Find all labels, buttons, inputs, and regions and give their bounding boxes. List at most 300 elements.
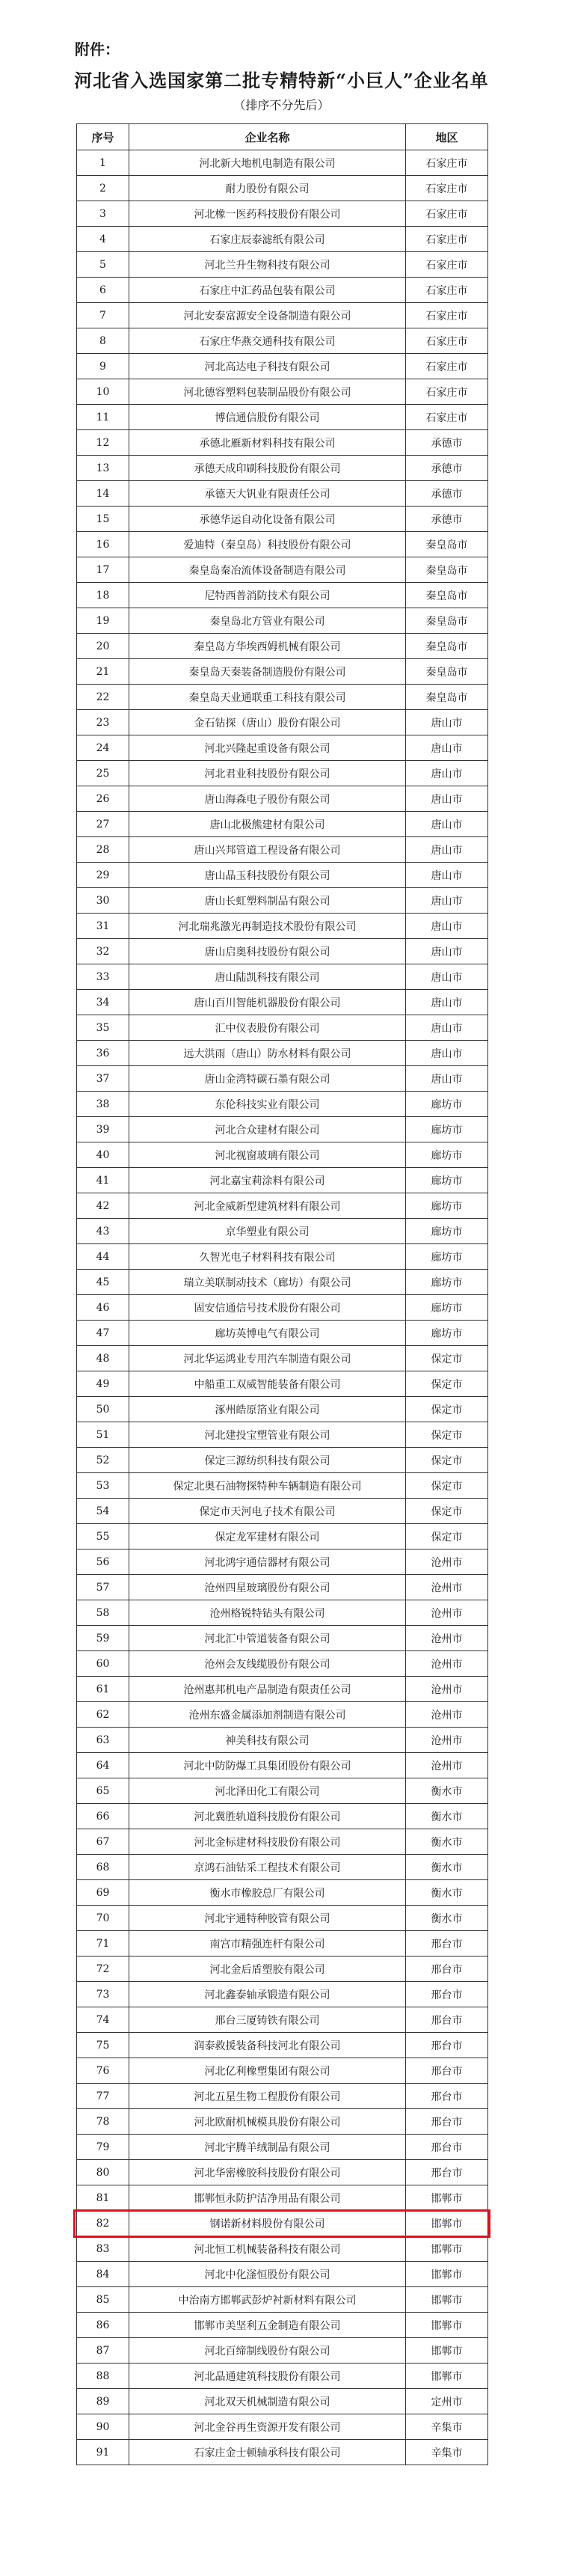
table-row — [77, 1549, 488, 1575]
table-row — [77, 1397, 488, 1422]
company-name: 衡水市橡胶总厂有限公司 — [129, 1880, 406, 1906]
table-row — [77, 2135, 488, 2160]
region: 邯郸市 — [406, 2313, 488, 2338]
table-row — [77, 1931, 488, 1957]
company-name: 唐山北极熊建材有限公司 — [129, 812, 406, 837]
table-row — [77, 1855, 488, 1880]
table-row — [77, 735, 488, 761]
row-number: 6 — [77, 278, 129, 303]
company-name: 河北汇中管道装备有限公司 — [129, 1626, 406, 1651]
company-name: 秦皇岛天秦装备制造股份有限公司 — [129, 659, 406, 685]
row-number: 2 — [77, 176, 129, 201]
region: 廊坊市 — [406, 1092, 488, 1117]
table-row — [77, 608, 488, 634]
company-name: 保定龙军建材有限公司 — [129, 1524, 406, 1549]
table-row — [77, 481, 488, 507]
table-row — [77, 1117, 488, 1142]
table-row — [77, 2211, 488, 2236]
row-number: 33 — [77, 964, 129, 990]
region: 沧州市 — [406, 1753, 488, 1778]
company-name: 河北金谷再生资源开发有限公司 — [129, 2414, 406, 2440]
row-number: 80 — [77, 2160, 129, 2185]
region: 唐山市 — [406, 939, 488, 964]
company-name: 瑞立美联制动技术（廊坊）有限公司 — [129, 1270, 406, 1295]
company-name: 河北金标建材科技股份有限公司 — [129, 1829, 406, 1855]
region: 秦皇岛市 — [406, 557, 488, 583]
table-header-row — [77, 124, 488, 150]
row-number: 64 — [77, 1753, 129, 1778]
table-row — [77, 1168, 488, 1193]
region: 邢台市 — [406, 1931, 488, 1957]
region: 石家庄市 — [406, 201, 488, 227]
region: 辛集市 — [406, 2414, 488, 2440]
row-number: 28 — [77, 837, 129, 863]
company-name: 秦皇岛天业通联重工科技有限公司 — [129, 685, 406, 710]
region: 石家庄市 — [406, 252, 488, 278]
region: 邢台市 — [406, 2058, 488, 2084]
company-name: 河北晶通建筑科技股份有限公司 — [129, 2364, 406, 2389]
row-number: 44 — [77, 1244, 129, 1270]
row-number: 86 — [77, 2313, 129, 2338]
company-name: 秦皇岛秦冶流体设备制造有限公司 — [129, 557, 406, 583]
region: 定州市 — [406, 2389, 488, 2414]
table-row — [77, 1066, 488, 1092]
table-row — [77, 1524, 488, 1549]
table-row — [77, 2262, 488, 2287]
region: 廊坊市 — [406, 1295, 488, 1321]
column-header-no: 序号 — [77, 124, 129, 150]
company-name: 邯郸市美坚利五金制造有限公司 — [129, 2313, 406, 2338]
table-row — [77, 1193, 488, 1219]
table-row — [77, 2338, 488, 2364]
region: 保定市 — [406, 1448, 488, 1473]
region: 邢台市 — [406, 2084, 488, 2109]
company-name: 京华塑业有限公司 — [129, 1219, 406, 1244]
region: 唐山市 — [406, 786, 488, 812]
row-number: 65 — [77, 1778, 129, 1804]
region: 邯郸市 — [406, 2287, 488, 2313]
company-name: 河北泽田化工有限公司 — [129, 1778, 406, 1804]
table-row — [77, 1575, 488, 1600]
company-name: 钢诺新材料股份有限公司 — [129, 2211, 406, 2236]
row-number: 16 — [77, 532, 129, 557]
company-name: 河北中化滏恒股份有限公司 — [129, 2262, 406, 2287]
company-name: 河北兴隆起重设备有限公司 — [129, 735, 406, 761]
company-name: 河北嘉宝莉涂料有限公司 — [129, 1168, 406, 1193]
region: 唐山市 — [406, 990, 488, 1015]
company-name: 神美科技有限公司 — [129, 1728, 406, 1753]
table-row — [77, 1321, 488, 1346]
company-name: 河北新大地机电制造有限公司 — [129, 150, 406, 176]
region: 保定市 — [406, 1422, 488, 1448]
region: 唐山市 — [406, 1041, 488, 1066]
region: 唐山市 — [406, 964, 488, 990]
company-name: 邢台三厦铸铁有限公司 — [129, 2007, 406, 2033]
row-number: 90 — [77, 2414, 129, 2440]
table-row — [77, 1778, 488, 1804]
table-row — [77, 1270, 488, 1295]
region: 唐山市 — [406, 914, 488, 939]
region: 秦皇岛市 — [406, 685, 488, 710]
row-number: 49 — [77, 1371, 129, 1397]
company-name: 河北宇腾羊绒制品有限公司 — [129, 2135, 406, 2160]
company-name: 涿州皓原箔业有限公司 — [129, 1397, 406, 1422]
row-number: 42 — [77, 1193, 129, 1219]
table-row — [77, 2007, 488, 2033]
row-number: 21 — [77, 659, 129, 685]
region: 邯郸市 — [406, 2364, 488, 2389]
region: 邯郸市 — [406, 2185, 488, 2211]
company-name: 润泰救援装备科技河北有限公司 — [129, 2033, 406, 2058]
region: 邯郸市 — [406, 2211, 488, 2236]
company-name: 唐山陆凯科技有限公司 — [129, 964, 406, 990]
company-name: 唐山百川智能机器股份有限公司 — [129, 990, 406, 1015]
region: 承德市 — [406, 507, 488, 532]
table-row — [77, 1982, 488, 2007]
row-number: 19 — [77, 608, 129, 634]
row-number: 54 — [77, 1499, 129, 1524]
row-number: 58 — [77, 1600, 129, 1626]
table-row — [77, 1015, 488, 1041]
table-row — [77, 1880, 488, 1906]
company-name: 河北橡一医药科技股份有限公司 — [129, 201, 406, 227]
company-name: 河北百缔制线股份有限公司 — [129, 2338, 406, 2364]
region: 石家庄市 — [406, 405, 488, 430]
row-number: 10 — [77, 379, 129, 405]
table-row — [77, 2109, 488, 2135]
region: 邢台市 — [406, 2109, 488, 2135]
region: 邢台市 — [406, 2135, 488, 2160]
company-name: 东伦科技实业有限公司 — [129, 1092, 406, 1117]
table-row — [77, 863, 488, 888]
region: 承德市 — [406, 456, 488, 481]
row-number: 12 — [77, 430, 129, 456]
company-name: 博信通信股份有限公司 — [129, 405, 406, 430]
region: 沧州市 — [406, 1677, 488, 1702]
table-row — [77, 405, 488, 430]
company-name: 固安信通信号技术股份有限公司 — [129, 1295, 406, 1321]
table-row — [77, 1371, 488, 1397]
region: 衡水市 — [406, 1829, 488, 1855]
company-name: 石家庄辰泰滤纸有限公司 — [129, 227, 406, 252]
row-number: 4 — [77, 227, 129, 252]
region: 沧州市 — [406, 1651, 488, 1677]
table-row — [77, 507, 488, 532]
company-name: 河北鸿宇通信器材有限公司 — [129, 1549, 406, 1575]
company-name: 保定北奥石油物探特种车辆制造有限公司 — [129, 1473, 406, 1499]
region: 沧州市 — [406, 1626, 488, 1651]
region: 承德市 — [406, 481, 488, 507]
row-number: 17 — [77, 557, 129, 583]
region: 邢台市 — [406, 2007, 488, 2033]
table-row — [77, 1346, 488, 1371]
table-row — [77, 1244, 488, 1270]
table-row — [77, 1906, 488, 1931]
table-row — [77, 379, 488, 405]
table-row — [77, 634, 488, 659]
row-number: 39 — [77, 1117, 129, 1142]
company-name: 河北德容塑料包装制品股份有限公司 — [129, 379, 406, 405]
region: 衡水市 — [406, 1880, 488, 1906]
company-name: 河北欧耐机械模具股份有限公司 — [129, 2109, 406, 2135]
company-name: 沧州会友线缆股份有限公司 — [129, 1651, 406, 1677]
table-row — [77, 456, 488, 481]
row-number: 89 — [77, 2389, 129, 2414]
company-name: 中治南方邯郸武彭炉衬新材料有限公司 — [129, 2287, 406, 2313]
region: 保定市 — [406, 1397, 488, 1422]
row-number: 83 — [77, 2236, 129, 2262]
row-number: 75 — [77, 2033, 129, 2058]
row-number: 60 — [77, 1651, 129, 1677]
company-name: 爱迪特（秦皇岛）科技股份有限公司 — [129, 532, 406, 557]
table-row — [77, 557, 488, 583]
row-number: 88 — [77, 2364, 129, 2389]
row-number: 34 — [77, 990, 129, 1015]
row-number: 91 — [77, 2440, 129, 2465]
table-row — [77, 1829, 488, 1855]
row-number: 18 — [77, 583, 129, 608]
table-row — [77, 2313, 488, 2338]
table-row — [77, 430, 488, 456]
company-name: 沧州惠邦机电产品制造有限责任公司 — [129, 1677, 406, 1702]
row-number: 56 — [77, 1549, 129, 1575]
row-number: 48 — [77, 1346, 129, 1371]
region: 石家庄市 — [406, 227, 488, 252]
row-number: 52 — [77, 1448, 129, 1473]
region: 保定市 — [406, 1524, 488, 1549]
company-name: 河北金后盾塑胶有限公司 — [129, 1957, 406, 1982]
region: 唐山市 — [406, 837, 488, 863]
table-row — [77, 1651, 488, 1677]
table-row — [77, 2287, 488, 2313]
region: 廊坊市 — [406, 1142, 488, 1168]
row-number: 22 — [77, 685, 129, 710]
row-number: 76 — [77, 2058, 129, 2084]
region: 沧州市 — [406, 1549, 488, 1575]
row-number: 74 — [77, 2007, 129, 2033]
company-name: 承德天成印刷科技股份有限公司 — [129, 456, 406, 481]
row-number: 35 — [77, 1015, 129, 1041]
row-number: 36 — [77, 1041, 129, 1066]
region: 石家庄市 — [406, 278, 488, 303]
region: 石家庄市 — [406, 328, 488, 354]
company-name: 汇中仪表股份有限公司 — [129, 1015, 406, 1041]
row-number: 9 — [77, 354, 129, 379]
table-row — [77, 2414, 488, 2440]
table-row — [77, 2185, 488, 2211]
table-row — [77, 685, 488, 710]
column-header-name: 企业名称 — [129, 124, 406, 150]
row-number: 73 — [77, 1982, 129, 2007]
table-row — [77, 354, 488, 379]
row-number: 59 — [77, 1626, 129, 1651]
row-number: 5 — [77, 252, 129, 278]
table-row — [77, 1753, 488, 1778]
table-row — [77, 1422, 488, 1448]
region: 唐山市 — [406, 1066, 488, 1092]
table-row — [77, 990, 488, 1015]
table-row — [77, 2058, 488, 2084]
region: 衡水市 — [406, 1804, 488, 1829]
table-row — [77, 1804, 488, 1829]
region: 廊坊市 — [406, 1219, 488, 1244]
company-name: 远大洪雨（唐山）防水材料有限公司 — [129, 1041, 406, 1066]
table-row — [77, 1626, 488, 1651]
company-name: 河北华密橡胶科技股份有限公司 — [129, 2160, 406, 2185]
row-number: 43 — [77, 1219, 129, 1244]
company-name: 唐山启奥科技股份有限公司 — [129, 939, 406, 964]
table-row — [77, 1957, 488, 1982]
region: 秦皇岛市 — [406, 608, 488, 634]
region: 秦皇岛市 — [406, 659, 488, 685]
row-number: 85 — [77, 2287, 129, 2313]
row-number: 47 — [77, 1321, 129, 1346]
table-body — [77, 150, 488, 2465]
region: 廊坊市 — [406, 1117, 488, 1142]
row-number: 41 — [77, 1168, 129, 1193]
region: 邢台市 — [406, 1982, 488, 2007]
row-number: 81 — [77, 2185, 129, 2211]
company-name: 唐山海森电子股份有限公司 — [129, 786, 406, 812]
company-name: 河北冀胜轨道科技股份有限公司 — [129, 1804, 406, 1829]
region: 石家庄市 — [406, 176, 488, 201]
region: 石家庄市 — [406, 303, 488, 328]
company-name: 河北高达电子科技有限公司 — [129, 354, 406, 379]
row-number: 50 — [77, 1397, 129, 1422]
table-row — [77, 176, 488, 201]
company-name: 石家庄华燕交通科技有限公司 — [129, 328, 406, 354]
table-row — [77, 964, 488, 990]
region: 秦皇岛市 — [406, 583, 488, 608]
table-row — [77, 1728, 488, 1753]
table-row — [77, 201, 488, 227]
company-name: 南宫市精强连杆有限公司 — [129, 1931, 406, 1957]
region: 邯郸市 — [406, 2338, 488, 2364]
company-name: 河北瑞兆激光再制造技术股份有限公司 — [129, 914, 406, 939]
table-row — [77, 710, 488, 735]
row-number: 77 — [77, 2084, 129, 2109]
page-title: 河北省入选国家第二批专精特新“小巨人”企业名单 — [74, 70, 489, 91]
table-row — [77, 1219, 488, 1244]
table-row — [77, 2084, 488, 2109]
company-name: 沧州四星玻璃股份有限公司 — [129, 1575, 406, 1600]
company-name: 河北双天机械制造有限公司 — [129, 2389, 406, 2414]
table-row — [77, 1677, 488, 1702]
company-name: 中船重工双威智能装备有限公司 — [129, 1371, 406, 1397]
company-name: 沧州格锐特钻头有限公司 — [129, 1600, 406, 1626]
company-table — [76, 123, 488, 2465]
region: 秦皇岛市 — [406, 532, 488, 557]
table-row — [77, 914, 488, 939]
row-number: 32 — [77, 939, 129, 964]
region: 廊坊市 — [406, 1168, 488, 1193]
region: 辛集市 — [406, 2440, 488, 2465]
row-number: 20 — [77, 634, 129, 659]
company-name: 河北宇通特种胶管有限公司 — [129, 1906, 406, 1931]
region: 保定市 — [406, 1346, 488, 1371]
region: 沧州市 — [406, 1728, 488, 1753]
row-number: 30 — [77, 888, 129, 914]
row-number: 13 — [77, 456, 129, 481]
region: 衡水市 — [406, 1855, 488, 1880]
row-number: 8 — [77, 328, 129, 354]
company-name: 河北鑫泰轴承锻造有限公司 — [129, 1982, 406, 2007]
company-name: 河北金威新型建筑材料有限公司 — [129, 1193, 406, 1219]
row-number: 38 — [77, 1092, 129, 1117]
company-name: 唐山长虹塑料制品有限公司 — [129, 888, 406, 914]
table-row — [77, 2389, 488, 2414]
row-number: 78 — [77, 2109, 129, 2135]
company-name: 承德天大钒业有限责任公司 — [129, 481, 406, 507]
region: 唐山市 — [406, 863, 488, 888]
region: 沧州市 — [406, 1600, 488, 1626]
table-row — [77, 583, 488, 608]
company-name: 金石钻探（唐山）股份有限公司 — [129, 710, 406, 735]
row-number: 72 — [77, 1957, 129, 1982]
region: 秦皇岛市 — [406, 634, 488, 659]
region: 廊坊市 — [406, 1321, 488, 1346]
company-name: 尼特西普消防技术有限公司 — [129, 583, 406, 608]
table-row — [77, 303, 488, 328]
region: 廊坊市 — [406, 1270, 488, 1295]
company-name: 廊坊英博电气有限公司 — [129, 1321, 406, 1346]
row-number: 27 — [77, 812, 129, 837]
row-number: 11 — [77, 405, 129, 430]
region: 石家庄市 — [406, 354, 488, 379]
table-row — [77, 227, 488, 252]
company-name: 秦皇岛方华埃西姆机械有限公司 — [129, 634, 406, 659]
table-row — [77, 1448, 488, 1473]
company-name: 河北建投宝塑管业有限公司 — [129, 1422, 406, 1448]
region: 邢台市 — [406, 2160, 488, 2185]
region: 邢台市 — [406, 1957, 488, 1982]
row-number: 62 — [77, 1702, 129, 1728]
row-number: 24 — [77, 735, 129, 761]
company-name: 河北华运鸿业专用汽车制造有限公司 — [129, 1346, 406, 1371]
attachment-label: 附件： — [75, 40, 120, 58]
row-number: 25 — [77, 761, 129, 786]
table-row — [77, 2033, 488, 2058]
row-number: 3 — [77, 201, 129, 227]
company-name: 河北君业科技股份有限公司 — [129, 761, 406, 786]
table-row — [77, 2440, 488, 2465]
company-name: 邯郸恒永防护洁净用品有限公司 — [129, 2185, 406, 2211]
row-number: 69 — [77, 1880, 129, 1906]
row-number: 45 — [77, 1270, 129, 1295]
table-row — [77, 659, 488, 685]
company-name: 久智光电子材料科技有限公司 — [129, 1244, 406, 1270]
region: 沧州市 — [406, 1702, 488, 1728]
company-name: 石家庄金士顿轴承科技有限公司 — [129, 2440, 406, 2465]
region: 唐山市 — [406, 1015, 488, 1041]
row-number: 14 — [77, 481, 129, 507]
table-row — [77, 1473, 488, 1499]
row-number: 70 — [77, 1906, 129, 1931]
row-number: 66 — [77, 1804, 129, 1829]
region: 邯郸市 — [406, 2262, 488, 2287]
company-name: 河北亿利橡塑集团有限公司 — [129, 2058, 406, 2084]
row-number: 55 — [77, 1524, 129, 1549]
region: 石家庄市 — [406, 379, 488, 405]
region: 石家庄市 — [406, 150, 488, 176]
company-name: 耐力股份有限公司 — [129, 176, 406, 201]
table-row — [77, 1092, 488, 1117]
row-number: 46 — [77, 1295, 129, 1321]
company-name: 保定三源纺织科技有限公司 — [129, 1448, 406, 1473]
table-row — [77, 939, 488, 964]
company-name: 承德华运自动化设备有限公司 — [129, 507, 406, 532]
company-name: 京鸿石油钻采工程技术有限公司 — [129, 1855, 406, 1880]
